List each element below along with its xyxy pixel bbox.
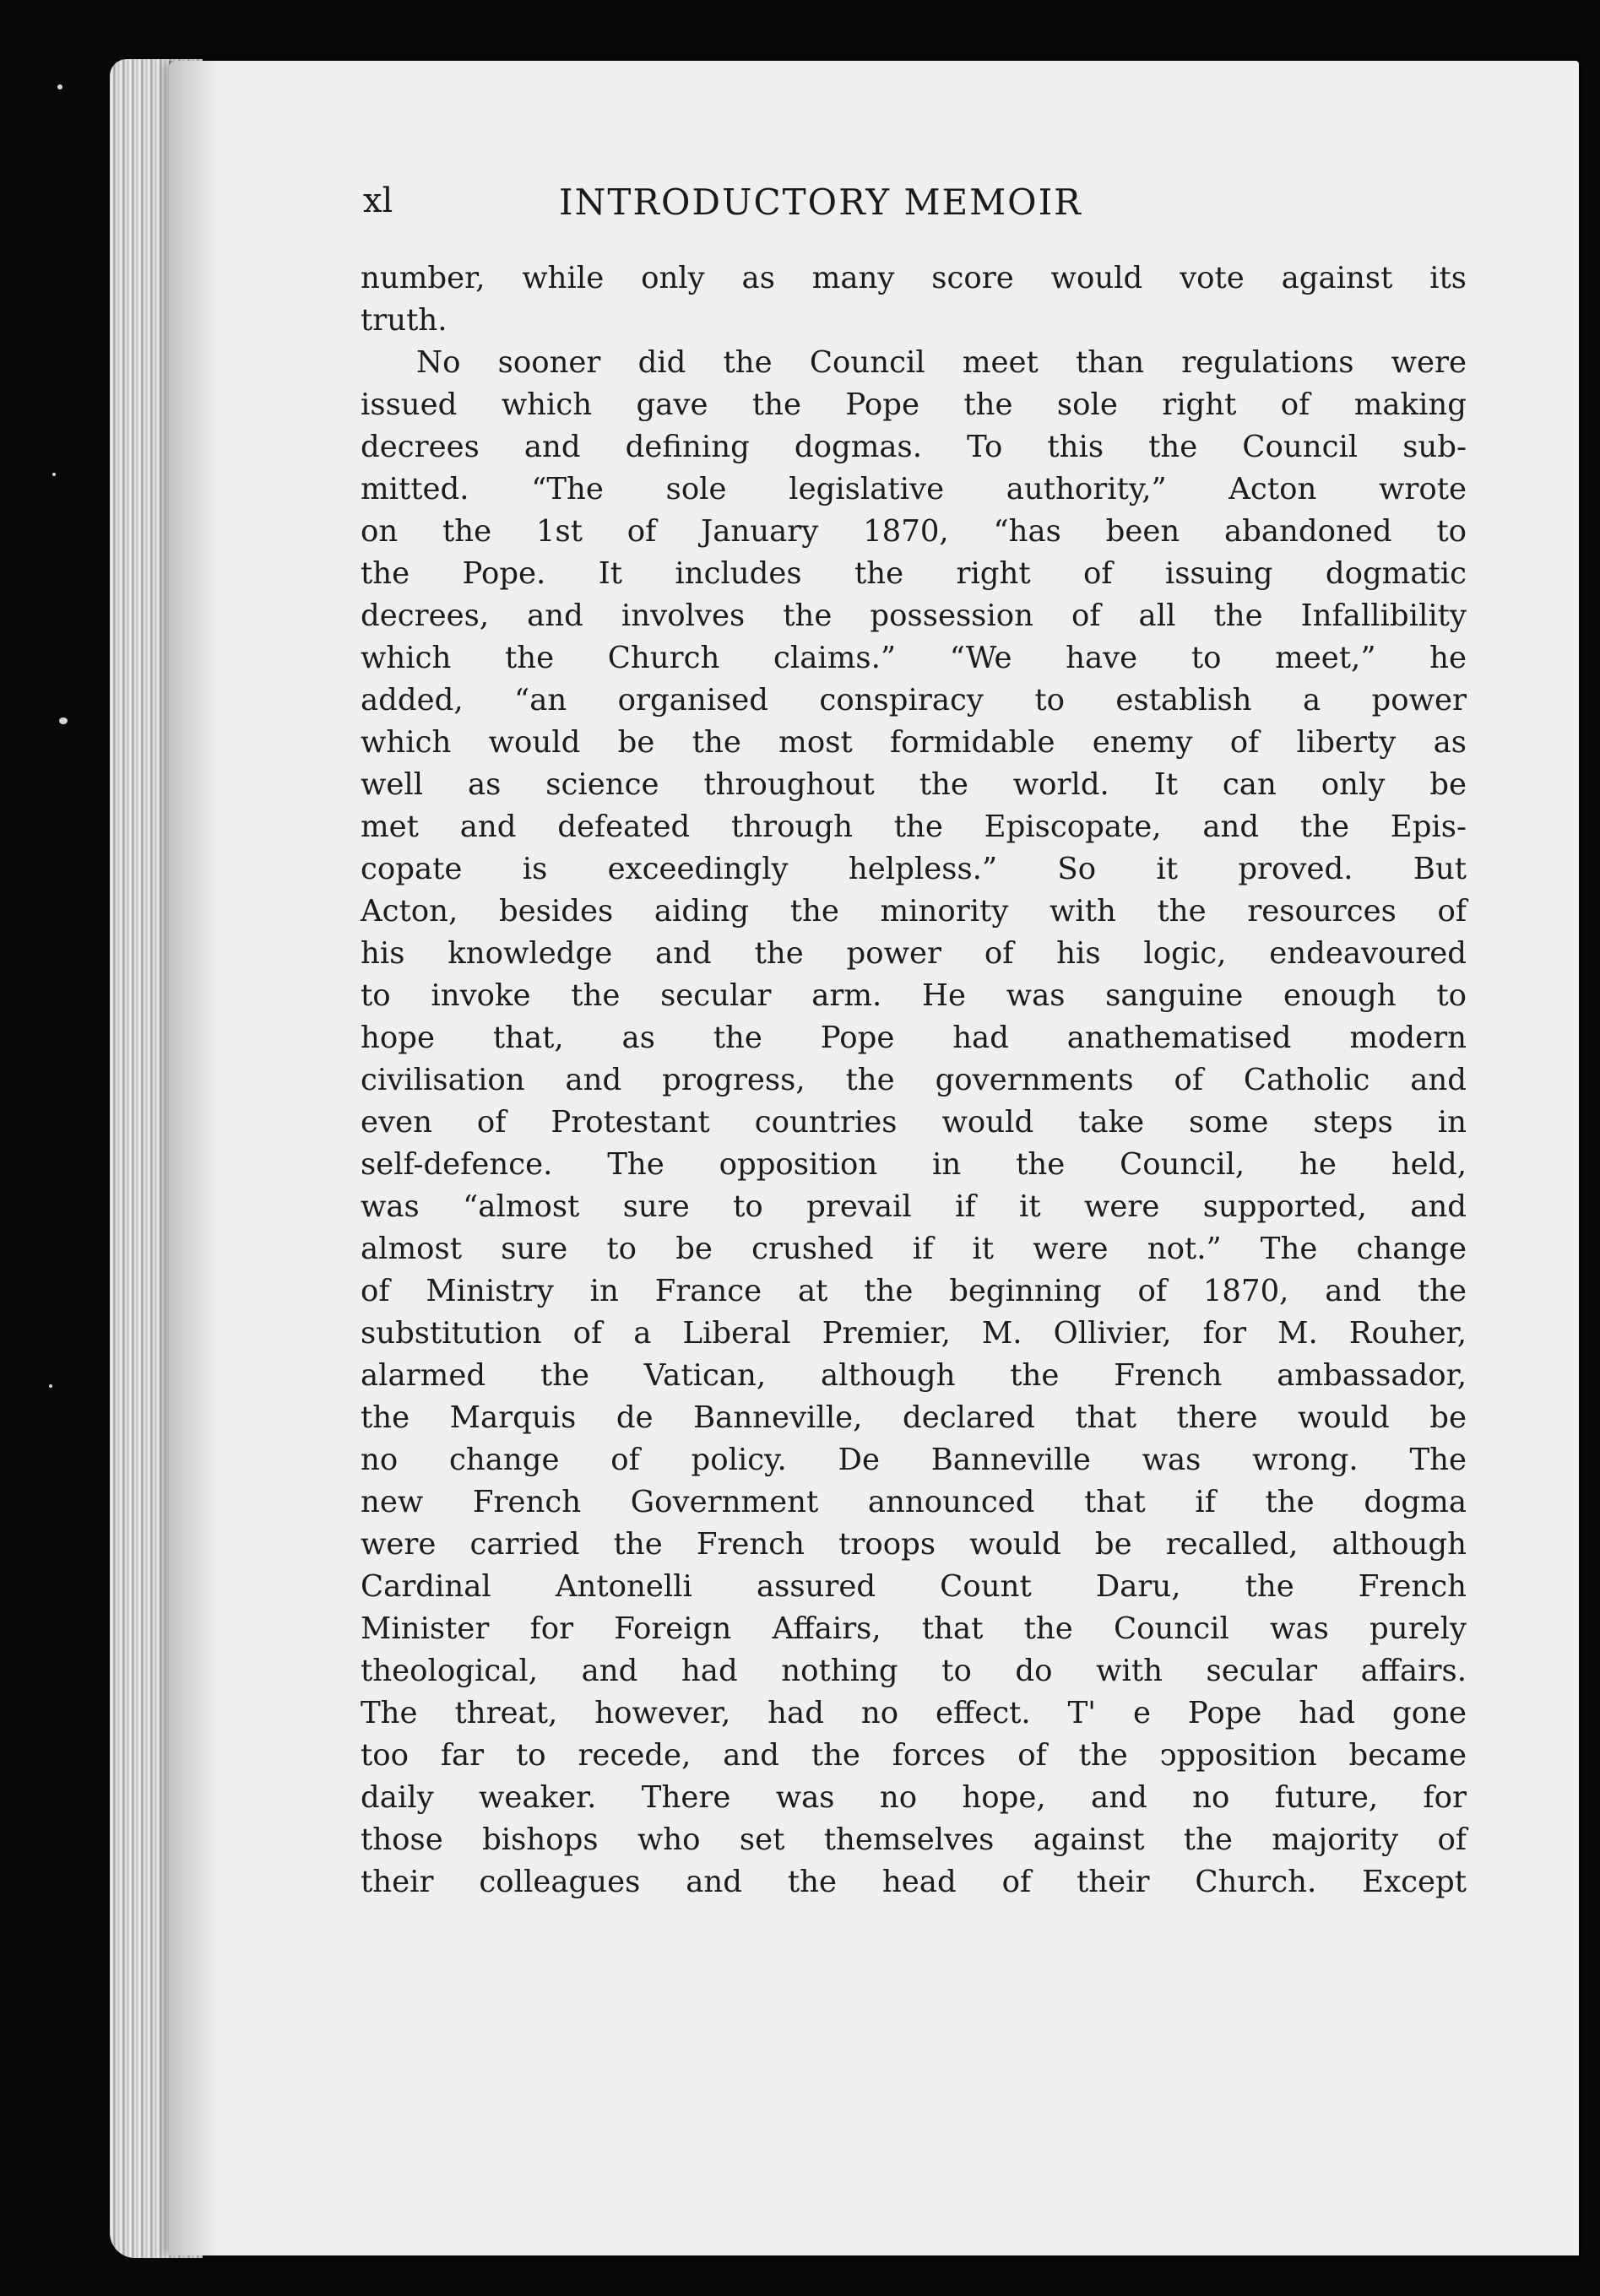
text-line: theological, and had nothing to do with secular affairs. xyxy=(361,1654,1467,1688)
running-title: INTRODUCTORY MEMOIR xyxy=(559,181,1082,223)
text-line: Cardinal Antonelli assured Count Daru, the French xyxy=(361,1569,1467,1604)
text-line: which would be the most formidable enemy of liberty as xyxy=(361,725,1467,760)
page-number: xl xyxy=(363,181,393,220)
scan-speck xyxy=(52,473,56,476)
text-line: No sooner did the Council meet than regulations were xyxy=(416,345,1467,380)
text-line: truth. xyxy=(361,303,447,338)
text-line: new French Government announced that if the dogma xyxy=(361,1485,1467,1519)
text-line: of Ministry in France at the beginning of 1870, and the xyxy=(361,1274,1467,1308)
text-line: issued which gave the Pope the sole right of making xyxy=(361,387,1467,422)
text-line: on the 1st of January 1870, “has been abandoned to xyxy=(361,514,1467,549)
gutter-shadow xyxy=(169,61,220,2255)
text-line: daily weaker. There was no hope, and no future, for xyxy=(361,1780,1467,1815)
text-line: the Pope. It includes the right of issuing dogmatic xyxy=(361,556,1467,591)
text-line: decrees, and involves the possession of all the Infallibility xyxy=(361,598,1467,633)
text-line: too far to recede, and the forces of the ͻpposition became xyxy=(361,1738,1467,1773)
text-line: well as science throughout the world. It can only be xyxy=(361,767,1467,802)
text-line: copate is exceedingly helpless.” So it proved. But xyxy=(361,852,1467,886)
text-line: self-defence. The opposition in the Council, he held, xyxy=(361,1147,1467,1182)
text-line: hope that, as the Pope had anathematised modern xyxy=(361,1021,1467,1055)
text-line: Acton, besides aiding the minority with the resources of xyxy=(361,894,1467,929)
body-text xyxy=(361,257,1467,1903)
text-line: decrees and defining dogmas. To this the Council sub- xyxy=(361,430,1467,464)
text-line: The threat, however, had no effect. T' e Pope had gone xyxy=(361,1696,1467,1730)
scan-speck xyxy=(49,1384,52,1388)
text-line: were carried the French troops would be recalled, although xyxy=(361,1527,1467,1562)
text-line: Minister for Foreign Affairs, that the Council was purely xyxy=(361,1611,1467,1646)
scan-speck xyxy=(59,718,68,724)
text-line: was “almost sure to prevail if it were supported, and xyxy=(361,1189,1467,1224)
text-line: met and defeated through the Episcopate, and the Epis- xyxy=(361,810,1467,844)
text-line: mitted. “The sole legislative authority,” Acton wrote xyxy=(361,472,1467,506)
text-line: their colleagues and the head of their Church. Except xyxy=(361,1865,1467,1899)
text-line: alarmed the Vatican, although the French ambassador, xyxy=(361,1358,1467,1393)
text-line: substitution of a Liberal Premier, M. Ollivier, for M. Rouher, xyxy=(361,1316,1467,1351)
scan-speck xyxy=(57,84,62,89)
text-line: no change of policy. De Banneville was wrong. The xyxy=(361,1443,1467,1477)
text-line: added, “an organised conspiracy to establish a power xyxy=(361,683,1467,718)
text-line: the Marquis de Banneville, declared that there would be xyxy=(361,1400,1467,1435)
text-line: even of Protestant countries would take some steps in xyxy=(361,1105,1467,1140)
text-line: to invoke the secular arm. He was sanguine enough to xyxy=(361,978,1467,1013)
text-line: almost sure to be crushed if it were not.” The change xyxy=(361,1232,1467,1266)
text-line: number, while only as many score would vote against its xyxy=(361,261,1467,295)
text-line: those bishops who set themselves against the majority of xyxy=(361,1822,1467,1857)
text-line: which the Church claims.” “We have to meet,” he xyxy=(361,641,1467,675)
text-line: civilisation and progress, the governments of Catholic and xyxy=(361,1063,1467,1097)
text-line: his knowledge and the power of his logic, endeavoured xyxy=(361,936,1467,971)
